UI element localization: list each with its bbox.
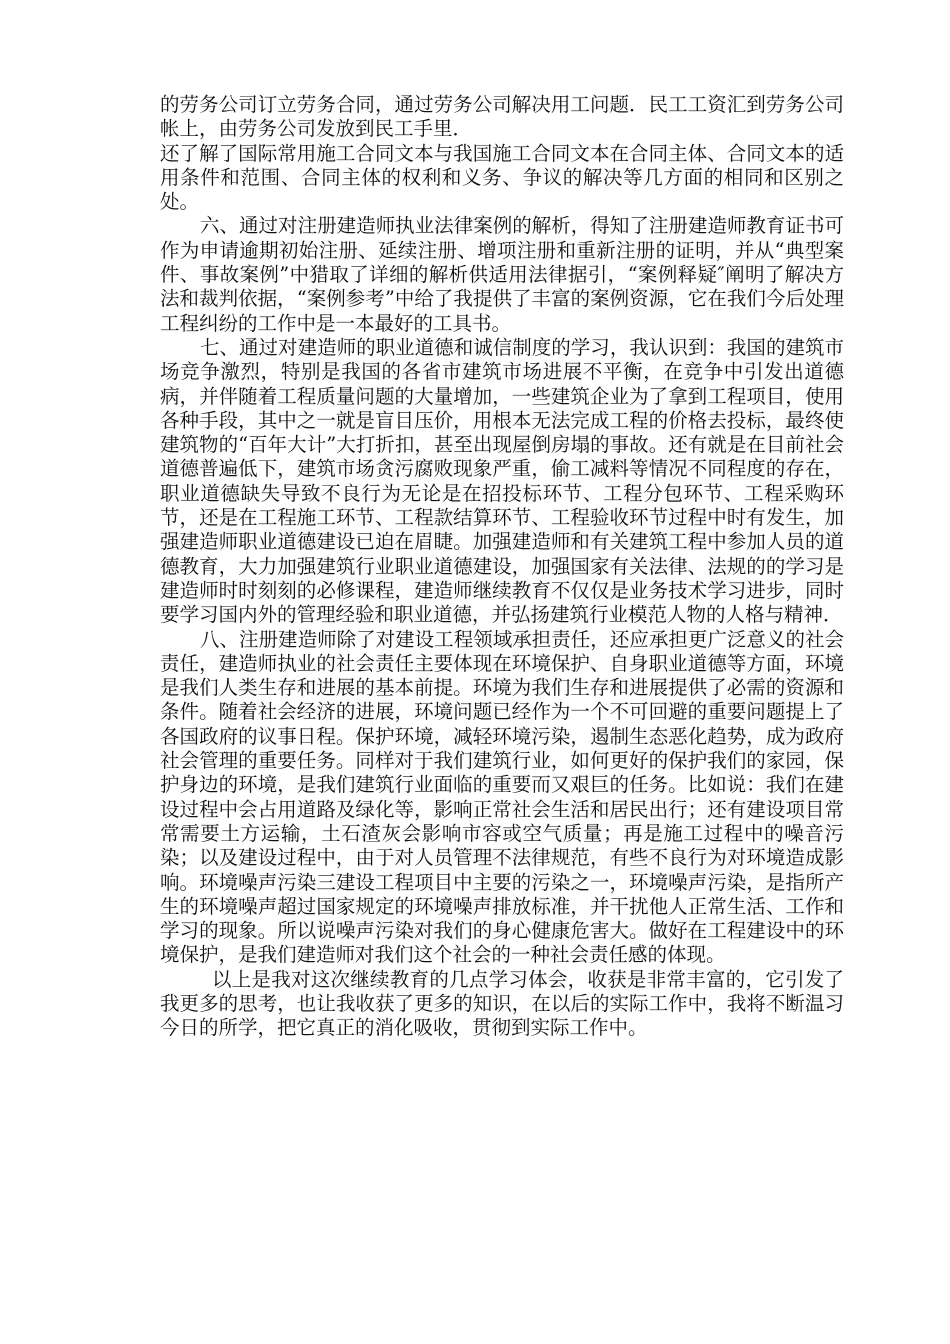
paragraph-contract-comparison: 还了解了国际常用施工合同文本与我国施工合同文本在合同主体、合同文本的适用条件和范围、合同主体的权利和义务、争议的解决等几方面的相同和区别之处。	[160, 141, 844, 214]
paragraph-continued: 的劳务公司订立劳务合同，通过劳务公司解决用工问题．民工工资汇到劳务公司帐上，由劳务公司发放到民工手里．	[160, 93, 844, 141]
paragraph-conclusion: 以上是我对这次继续教育的几点学习体会，收获是非常丰富的，它引发了我更多的思考，也让我收获了更多的知识，在以后的实际工作中，我将不断温习今日的所学，把它真正的消化吸收，贯彻到实际工作中。	[160, 967, 844, 1040]
paragraph-section-eight: 八、注册建造师除了对建设工程领域承担责任，还应承担更广泛意义的社会责任，建造师执业的社会责任主要体现在环境保护、自身职业道德等方面，环境是我们人类生存和进展的基本前提。环境为我们生存和进展提供了必需的资源和条件。随着社会经济的进展，环境问题已经作为一个不可回避的重要问题提上了各国政府的议事日程。保护环境，减轻环境污染，遏制生态恶化趋势，成为政府社会管理的重要任务。同样对于我们建筑行业，如何更好的保护我们的家园，保护身边的环境，是我们建筑行业面临的重要而又艰巨的任务。比如说：我们在建设过程中会占用道路及绿化等，影响正常社会生活和居民出行；还有建设项目常常需要土方运输，土石渣灰会影响市容或空气质量；再是施工过程中的噪音污染；以及建设过程中，由于对人员管理不法律规范，有些不良行为对环境造成影响。环境噪声污染三建设工程项目中主要的污染之一，环境噪声污染，是指所产生的环境噪声超过国家规定的环境噪声排放标准，并干扰他人正常生活、工作和学习的现象。所以说噪声污染对我们的身心健康危害大。做好在工程建设中的环境保护，是我们建造师对我们这个社会的一种社会责任感的体现。	[160, 627, 844, 967]
paragraph-section-six: 六、通过对注册建造师执业法律案例的解析，得知了注册建造师教育证书可作为申请逾期初始注册、延续注册、增项注册和重新注册的证明，并从“典型案件、事故案例”中猎取了详细的解析供适用法律据引，“案例释疑″阐明了解决方法和裁判依据，“案例参考”中给了我提供了丰富的案例资源，它在我们今后处理工程纠纷的工作中是一本最好的工具书。	[160, 214, 844, 335]
document-body	[160, 93, 844, 1041]
paragraph-section-seven: 七、通过对建造师的职业道德和诚信制度的学习，我认识到：我国的建筑市场竞争激烈，特别是我国的各省市建筑市场进展不平衡，在竞争中引发出道德病，并伴随着工程质量问题的大量增加，一些建筑企业为了拿到工程项目，使用各种手段，其中之一就是盲目压价，用根本无法完成工程的价格去投标，最终使建筑物的“百年大计”大打折扣，甚至出现屋倒房塌的事故。还有就是在目前社会道德普遍低下，建筑市场贪污腐败现象严重，偷工减料等情况不同程度的存在，职业道德缺失导致不良行为无论是在招投标环节、工程分包环节、工程采购环节，还是在工程施工环节、工程款结算环节、工程验收环节过程中时有发生，加强建造师职业道德建设已迫在眉睫。加强建造师和有关建筑工程中参加人员的道德教育，大力加强建筑行业职业道德建设，加强国家有关法律、法规的的学习是建造师时时刻刻的必修课程，建造师继续教育不仅仅是业务技术学习进步，同时要学习国内外的管理经验和职业道德，并弘扬建筑行业模范人物的人格与精神．	[160, 335, 844, 627]
